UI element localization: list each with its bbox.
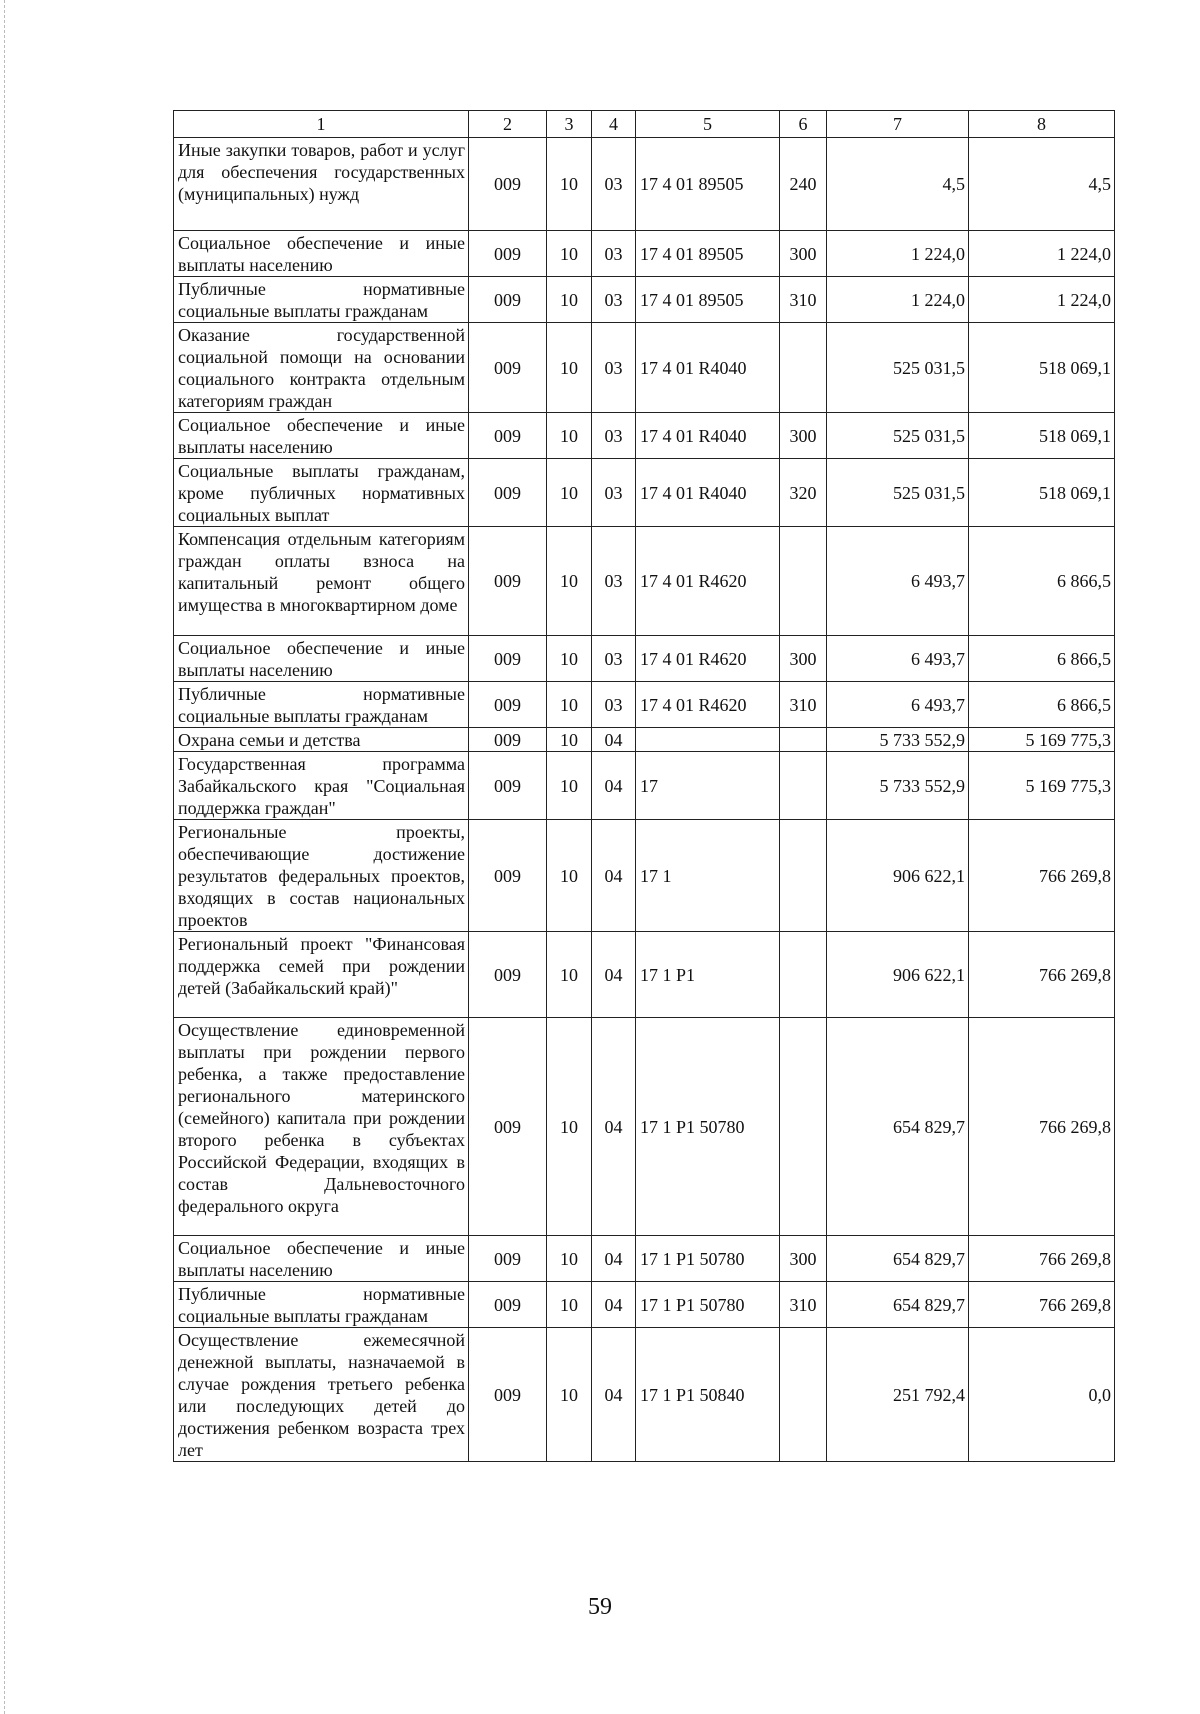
expense-type-cell: 310 <box>780 277 827 323</box>
row-name-cell: Осуществление единовременной выплаты при рождении первого ребенка, а также предоставление регионального материнского (семейного) капитала при рождении второго ребенка в субъектах Российской Федерации, входящих в состав Дальневосточного федерального округа <box>174 1018 469 1236</box>
section-code-cell: 10 <box>547 820 592 932</box>
admin-code-cell: 009 <box>469 1282 547 1328</box>
amount-col7-cell: 654 829,7 <box>827 1282 969 1328</box>
amount-col8-cell: 766 269,8 <box>969 1236 1115 1282</box>
amount-col8-cell: 6 866,5 <box>969 527 1115 636</box>
subsection-code-cell: 04 <box>592 728 636 752</box>
target-article-cell: 17 4 01 89505 <box>636 231 780 277</box>
row-name-cell: Региональные проекты, обеспечивающие достижение результатов федеральных проектов, входящих в состав национальных проектов <box>174 820 469 932</box>
amount-col8-cell: 6 866,5 <box>969 636 1115 682</box>
expense-type-cell <box>780 323 827 413</box>
table-row <box>174 323 1115 413</box>
admin-code-cell: 009 <box>469 413 547 459</box>
subsection-code-cell: 04 <box>592 752 636 820</box>
subsection-code-cell: 03 <box>592 682 636 728</box>
expense-type-cell: 300 <box>780 231 827 277</box>
expense-type-cell: 300 <box>780 1236 827 1282</box>
row-name-cell: Государственная программа Забайкальского края "Социальная поддержка граждан" <box>174 752 469 820</box>
table-row <box>174 1282 1115 1328</box>
subsection-code-cell: 03 <box>592 231 636 277</box>
amount-col7-cell: 4,5 <box>827 138 969 231</box>
target-article-cell: 17 1 P1 50780 <box>636 1018 780 1236</box>
section-code-cell: 10 <box>547 636 592 682</box>
amount-col7-cell: 5 733 552,9 <box>827 728 969 752</box>
section-code-cell: 10 <box>547 728 592 752</box>
table-row <box>174 277 1115 323</box>
amount-col8-cell: 518 069,1 <box>969 413 1115 459</box>
header-cell: 3 <box>547 111 592 138</box>
header-cell: 7 <box>827 111 969 138</box>
admin-code-cell: 009 <box>469 231 547 277</box>
expense-type-cell <box>780 1328 827 1462</box>
row-name-cell: Публичные нормативные социальные выплаты гражданам <box>174 277 469 323</box>
header-cell: 2 <box>469 111 547 138</box>
target-article-cell: 17 4 01 R4620 <box>636 682 780 728</box>
subsection-code-cell: 04 <box>592 1018 636 1236</box>
subsection-code-cell: 04 <box>592 820 636 932</box>
amount-col8-cell: 766 269,8 <box>969 1018 1115 1236</box>
subsection-code-cell: 03 <box>592 138 636 231</box>
table-row <box>174 413 1115 459</box>
table-row <box>174 1328 1115 1462</box>
table-row <box>174 527 1115 636</box>
table-row <box>174 752 1115 820</box>
row-name-cell: Публичные нормативные социальные выплаты гражданам <box>174 682 469 728</box>
admin-code-cell: 009 <box>469 752 547 820</box>
table-row <box>174 1236 1115 1282</box>
expense-type-cell <box>780 728 827 752</box>
expense-type-cell <box>780 752 827 820</box>
amount-col7-cell: 6 493,7 <box>827 636 969 682</box>
page-number: 59 <box>588 1594 612 1620</box>
target-article-cell: 17 1 P1 50780 <box>636 1282 780 1328</box>
admin-code-cell: 009 <box>469 636 547 682</box>
table-row <box>174 138 1115 231</box>
expense-type-cell: 300 <box>780 413 827 459</box>
admin-code-cell: 009 <box>469 277 547 323</box>
section-code-cell: 10 <box>547 323 592 413</box>
row-name-cell: Иные закупки товаров, работ и услуг для обеспечения государственных (муниципальных) нужд <box>174 138 469 231</box>
header-cell: 8 <box>969 111 1115 138</box>
amount-col7-cell: 525 031,5 <box>827 323 969 413</box>
target-article-cell: 17 1 P1 50780 <box>636 1236 780 1282</box>
section-code-cell: 10 <box>547 459 592 527</box>
expense-type-cell <box>780 1018 827 1236</box>
target-article-cell: 17 1 <box>636 820 780 932</box>
section-code-cell: 10 <box>547 138 592 231</box>
target-article-cell: 17 4 01 89505 <box>636 138 780 231</box>
subsection-code-cell: 03 <box>592 413 636 459</box>
target-article-cell: 17 1 P1 50840 <box>636 1328 780 1462</box>
amount-col7-cell: 6 493,7 <box>827 527 969 636</box>
row-name-cell: Социальное обеспечение и иные выплаты населению <box>174 413 469 459</box>
amount-col8-cell: 1 224,0 <box>969 231 1115 277</box>
table-row <box>174 932 1115 1018</box>
subsection-code-cell: 03 <box>592 459 636 527</box>
subsection-code-cell: 03 <box>592 527 636 636</box>
target-article-cell: 17 <box>636 752 780 820</box>
amount-col8-cell: 766 269,8 <box>969 932 1115 1018</box>
admin-code-cell: 009 <box>469 1236 547 1282</box>
row-name-cell: Оказание государственной социальной помощи на основании социального контракта отдельным категориям граждан <box>174 323 469 413</box>
amount-col8-cell: 4,5 <box>969 138 1115 231</box>
section-code-cell: 10 <box>547 413 592 459</box>
table-row <box>174 1018 1115 1236</box>
expense-type-cell: 310 <box>780 682 827 728</box>
amount-col7-cell: 6 493,7 <box>827 682 969 728</box>
admin-code-cell: 009 <box>469 1328 547 1462</box>
row-name-cell: Охрана семьи и детства <box>174 728 469 752</box>
section-code-cell: 10 <box>547 527 592 636</box>
amount-col7-cell: 525 031,5 <box>827 459 969 527</box>
admin-code-cell: 009 <box>469 728 547 752</box>
target-article-cell: 17 1 P1 <box>636 932 780 1018</box>
amount-col8-cell: 5 169 775,3 <box>969 752 1115 820</box>
header-cell: 5 <box>636 111 780 138</box>
target-article-cell <box>636 728 780 752</box>
section-code-cell: 10 <box>547 682 592 728</box>
amount-col8-cell: 1 224,0 <box>969 277 1115 323</box>
table-header-row <box>174 111 1115 138</box>
subsection-code-cell: 03 <box>592 323 636 413</box>
target-article-cell: 17 4 01 R4040 <box>636 323 780 413</box>
section-code-cell: 10 <box>547 932 592 1018</box>
amount-col8-cell: 518 069,1 <box>969 323 1115 413</box>
row-name-cell: Социальное обеспечение и иные выплаты населению <box>174 636 469 682</box>
expense-type-cell: 240 <box>780 138 827 231</box>
header-cell: 4 <box>592 111 636 138</box>
table-row <box>174 636 1115 682</box>
section-code-cell: 10 <box>547 231 592 277</box>
expense-type-cell: 320 <box>780 459 827 527</box>
section-code-cell: 10 <box>547 1282 592 1328</box>
admin-code-cell: 009 <box>469 932 547 1018</box>
subsection-code-cell: 03 <box>592 277 636 323</box>
table-row <box>174 820 1115 932</box>
amount-col7-cell: 906 622,1 <box>827 820 969 932</box>
amount-col8-cell: 766 269,8 <box>969 1282 1115 1328</box>
section-code-cell: 10 <box>547 277 592 323</box>
amount-col8-cell: 766 269,8 <box>969 820 1115 932</box>
admin-code-cell: 009 <box>469 323 547 413</box>
subsection-code-cell: 04 <box>592 1328 636 1462</box>
table-row <box>174 459 1115 527</box>
expense-type-cell: 310 <box>780 1282 827 1328</box>
row-name-cell: Региональный проект "Финансовая поддержка семей при рождении детей (Забайкальский край)" <box>174 932 469 1018</box>
expense-type-cell <box>780 820 827 932</box>
amount-col7-cell: 654 829,7 <box>827 1018 969 1236</box>
header-cell: 6 <box>780 111 827 138</box>
row-name-cell: Компенсация отдельным категориям граждан оплаты взноса на капитальный ремонт общего имущества в многоквартирном доме <box>174 527 469 636</box>
expense-type-cell <box>780 932 827 1018</box>
admin-code-cell: 009 <box>469 820 547 932</box>
admin-code-cell: 009 <box>469 138 547 231</box>
scan-margin-line <box>4 0 5 1714</box>
target-article-cell: 17 4 01 R4620 <box>636 636 780 682</box>
amount-col7-cell: 251 792,4 <box>827 1328 969 1462</box>
amount-col7-cell: 1 224,0 <box>827 231 969 277</box>
row-name-cell: Социальное обеспечение и иные выплаты населению <box>174 231 469 277</box>
subsection-code-cell: 04 <box>592 932 636 1018</box>
subsection-code-cell: 03 <box>592 636 636 682</box>
amount-col8-cell: 5 169 775,3 <box>969 728 1115 752</box>
amount-col8-cell: 0,0 <box>969 1328 1115 1462</box>
subsection-code-cell: 04 <box>592 1236 636 1282</box>
target-article-cell: 17 4 01 R4040 <box>636 459 780 527</box>
amount-col8-cell: 6 866,5 <box>969 682 1115 728</box>
amount-col8-cell: 518 069,1 <box>969 459 1115 527</box>
amount-col7-cell: 1 224,0 <box>827 277 969 323</box>
section-code-cell: 10 <box>547 1328 592 1462</box>
expense-type-cell: 300 <box>780 636 827 682</box>
expense-type-cell <box>780 527 827 636</box>
amount-col7-cell: 5 733 552,9 <box>827 752 969 820</box>
amount-col7-cell: 654 829,7 <box>827 1236 969 1282</box>
section-code-cell: 10 <box>547 1018 592 1236</box>
budget-table <box>173 110 1115 1462</box>
section-code-cell: 10 <box>547 752 592 820</box>
target-article-cell: 17 4 01 R4040 <box>636 413 780 459</box>
table-row <box>174 728 1115 752</box>
row-name-cell: Осуществление ежемесячной денежной выплаты, назначаемой в случае рождения третьего ребенка или последующих детей до достижения ребенком возраста трех лет <box>174 1328 469 1462</box>
row-name-cell: Публичные нормативные социальные выплаты гражданам <box>174 1282 469 1328</box>
amount-col7-cell: 906 622,1 <box>827 932 969 1018</box>
admin-code-cell: 009 <box>469 459 547 527</box>
section-code-cell: 10 <box>547 1236 592 1282</box>
target-article-cell: 17 4 01 R4620 <box>636 527 780 636</box>
row-name-cell: Социальные выплаты гражданам, кроме публичных нормативных социальных выплат <box>174 459 469 527</box>
row-name-cell: Социальное обеспечение и иные выплаты населению <box>174 1236 469 1282</box>
target-article-cell: 17 4 01 89505 <box>636 277 780 323</box>
admin-code-cell: 009 <box>469 682 547 728</box>
table-row <box>174 682 1115 728</box>
amount-col7-cell: 525 031,5 <box>827 413 969 459</box>
admin-code-cell: 009 <box>469 527 547 636</box>
subsection-code-cell: 04 <box>592 1282 636 1328</box>
header-cell: 1 <box>174 111 469 138</box>
admin-code-cell: 009 <box>469 1018 547 1236</box>
table-row <box>174 231 1115 277</box>
